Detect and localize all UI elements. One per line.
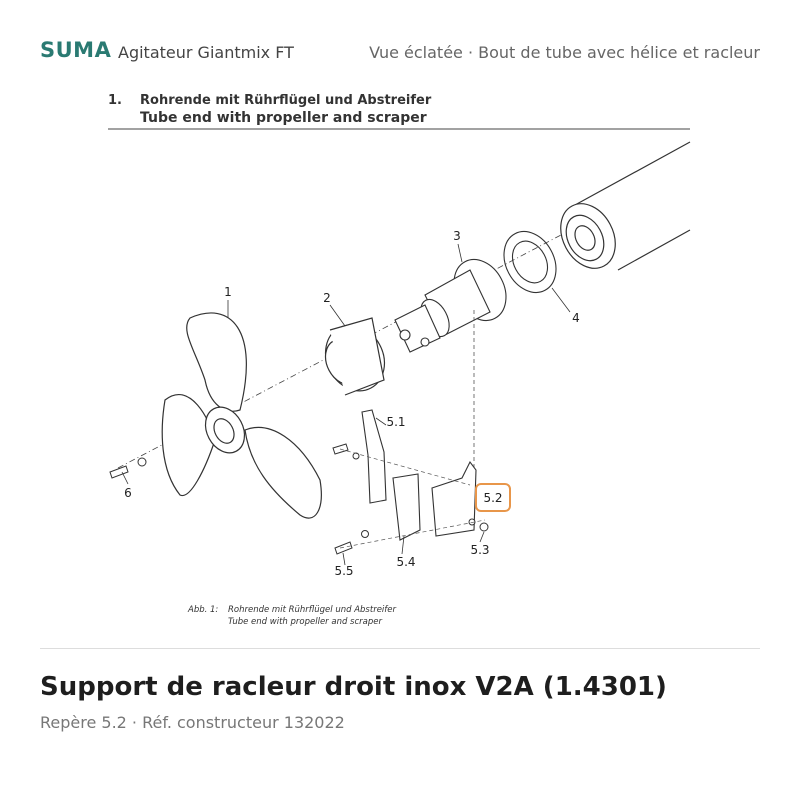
scraper-bracket-left — [362, 410, 386, 503]
screw-5-1 — [333, 444, 359, 459]
bolt-6 — [110, 458, 146, 478]
propeller — [162, 313, 321, 518]
divider — [40, 648, 760, 649]
tube-body — [550, 142, 690, 278]
hub-ring — [314, 315, 395, 401]
callout-5-1: 5.1 — [386, 415, 406, 429]
callout-2: 2 — [323, 291, 331, 305]
callout-5-4: 5.4 — [396, 555, 416, 569]
callout-4: 4 — [572, 311, 580, 325]
callout-3: 3 — [453, 229, 461, 243]
scraper-bracket-right — [432, 462, 476, 536]
callout-6: 6 — [124, 486, 132, 500]
product-name: Agitateur Giantmix FT — [118, 43, 294, 62]
screw-5-5 — [335, 531, 369, 555]
part-title: Support de racleur droit inox V2A (1.4301) — [40, 672, 667, 702]
drawing-heading-de: Rohrende mit Rührflügel und Abstreifer — [140, 93, 432, 108]
drawing-heading-en: Tube end with propeller and scraper — [140, 110, 427, 126]
caption-de: Rohrende mit Rührflügel und Abstreifer — [228, 605, 396, 615]
caption-en: Tube end with propeller and scraper — [228, 617, 382, 627]
bearing-housing — [395, 250, 516, 352]
brand-logo: SUMA — [40, 38, 112, 62]
exploded-view-drawing — [0, 80, 800, 650]
highlighted-callout[interactable] — [476, 484, 510, 511]
view-title: Vue éclatée · Bout de tube avec hélice et racleur — [369, 43, 760, 62]
callout-1: 1 — [224, 285, 232, 299]
callout-5-5: 5.5 — [334, 564, 354, 578]
part-subtitle: Repère 5.2 · Réf. constructeur 132022 — [40, 713, 345, 732]
callout-5-2: 5.2 — [483, 491, 503, 505]
caption-label: Abb. 1: — [188, 605, 219, 615]
drawing-heading-number: 1. — [108, 93, 122, 108]
scraper-blade — [393, 474, 420, 540]
callout-5-3: 5.3 — [470, 543, 490, 557]
